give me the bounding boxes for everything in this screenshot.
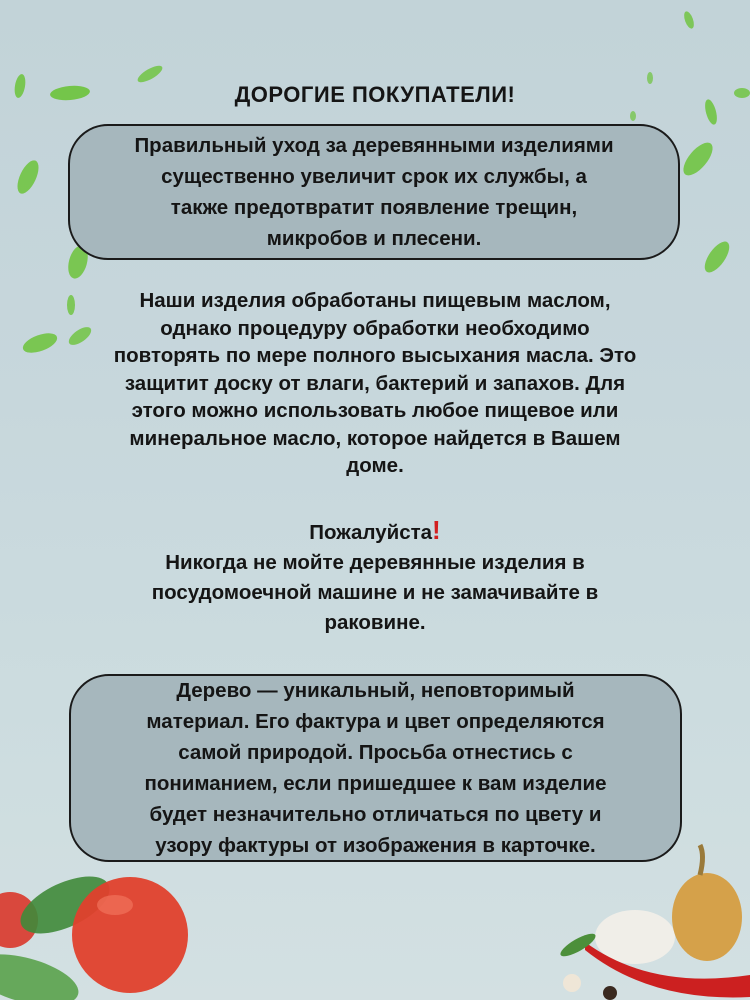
vegetables-icon-group [558, 845, 750, 1000]
oil-treatment-paragraph [55, 287, 695, 480]
leaf-icon [630, 111, 636, 121]
tomato-highlight [97, 895, 133, 915]
leaf-icon [13, 157, 43, 196]
text-line: защитит доску от влаги, бактерий и запахов. Для [124, 371, 626, 395]
text-line: Правильный уход за деревянными изделиями [134, 134, 614, 157]
garlic-icon [595, 910, 675, 964]
info-box-text [134, 130, 613, 254]
text-line: однако процедуру обработки необходимо [160, 316, 590, 340]
chili-pepper-icon [585, 942, 750, 997]
text-line: Никогда не мойте деревянные изделия в [165, 551, 585, 574]
onion-icon [672, 873, 742, 961]
text-line: также предотвратит появление трещин, [170, 196, 578, 219]
exclamation-icon: ! [432, 515, 441, 545]
page-title: ДОРОГИЕ ПОКУПАТЕЛИ! [234, 82, 516, 107]
leaf-icon [678, 138, 718, 180]
text-line: минеральное масло, которое найдется в Вашем [129, 426, 621, 450]
please-text: Пожалуйста [309, 521, 433, 544]
info-box-care [68, 124, 680, 260]
text-line: посудомоечной машине и не замачивайте в [151, 581, 599, 604]
text-line: самой природой. Просьба отнестись с [178, 741, 573, 764]
text-line: Дерево — уникальный, неповторимый [176, 679, 575, 702]
basil-leaf-icon [12, 865, 118, 945]
tomato-icon [0, 892, 38, 948]
onion-stem-icon [700, 845, 703, 875]
text-line: доме. [346, 454, 404, 477]
peppercorn-icon [563, 974, 581, 992]
warning-paragraph [55, 515, 695, 638]
tomato-icon-group [0, 865, 188, 1000]
text-line: материал. Его фактура и цвет определяются [146, 710, 605, 733]
text-line: Наши изделия обработаны пищевым маслом, [139, 289, 611, 312]
text-line: повторять по мере полного высыхания масла. Это [113, 344, 637, 367]
text-line: пониманием, если пришедшее к вам изделие [144, 772, 607, 795]
leaf-icon [20, 329, 59, 356]
text-line: узору фактуры от изображения в карточке. [155, 834, 596, 857]
text-line: существенно увеличит срок их службы, а [161, 165, 587, 188]
leaf-icon [700, 238, 734, 277]
text-line: микробов и плесени. [266, 227, 482, 250]
text-line: раковине. [324, 611, 426, 634]
please-heading [55, 515, 695, 548]
tomato-icon [72, 877, 188, 993]
info-box-text [144, 675, 606, 861]
text-line: этого можно использовать любое пищевое или [131, 399, 619, 422]
basil-leaf-icon [0, 945, 84, 1000]
info-box-wood [69, 674, 682, 862]
peppercorn-icon [603, 986, 617, 1000]
herb-leaf-icon [558, 930, 599, 960]
text-line: будет незначительно отличаться по цвету и [149, 803, 602, 826]
leaf-icon [682, 10, 696, 30]
